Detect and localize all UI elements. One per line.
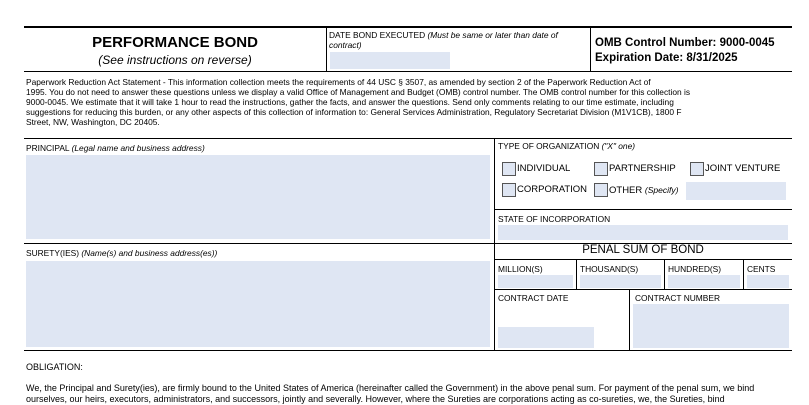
- penal-sum-line: [494, 259, 792, 260]
- other-checkbox[interactable]: [594, 183, 608, 197]
- paperwork-line: 9000-0045. We estimate that it will take 1 hour to read the instructions, gather the facts, and answer the questions. Send only comments relating to our time estimate, including: [26, 97, 674, 107]
- paperwork-statement: [26, 77, 796, 127]
- state-field[interactable]: [498, 225, 788, 240]
- paperwork-line: 1995. You do not need to answer these questions unless we display a valid Office of Management and Budget (OMB) control number. The OMB control number for this collection is: [26, 87, 691, 97]
- joint-venture-checkbox[interactable]: [690, 162, 704, 176]
- paperwork-line: Paperwork Reduction Act Statement - This information collection meets the requirements of 44 USC § 3507, as amended by section 2 of the Paperwork Reduction Act of: [26, 77, 651, 87]
- form-title: PERFORMANCE BOND: [92, 34, 258, 51]
- date-executed-label: [329, 30, 589, 50]
- principal-text: PRINCIPAL: [26, 143, 70, 153]
- corporation-label: CORPORATION: [517, 184, 588, 195]
- principal-field[interactable]: [26, 155, 490, 239]
- contract-divider: [629, 289, 630, 350]
- form-subtitle: (See instructions on reverse): [98, 53, 252, 67]
- state-top-line: [494, 209, 792, 210]
- date-executed-text: DATE BOND EXECUTED: [329, 30, 426, 40]
- millions-field[interactable]: [498, 275, 573, 288]
- contract-number-field[interactable]: [633, 304, 789, 348]
- date-executed-field[interactable]: [330, 52, 450, 69]
- organization-text: TYPE OF ORGANIZATION: [498, 141, 600, 151]
- other-specify-field[interactable]: [686, 182, 786, 200]
- individual-checkbox[interactable]: [502, 162, 516, 176]
- obligation-line: We, the Principal and Surety(ies), are firmly bound to the United States of America (hereinafter called the Government) in the above penal sum. For payment of the penal sum, we bind: [26, 383, 755, 393]
- other-label: [609, 184, 678, 197]
- surety-note: (Name(s) and business address(es)): [81, 248, 218, 258]
- paperwork-line: Street, NW, Washington, DC 20405.: [26, 117, 160, 127]
- thousands-label: THOUSAND(S): [580, 264, 639, 274]
- partnership-label: PARTNERSHIP: [609, 163, 676, 174]
- date-executed-note: (Must be same or later than date of contract): [329, 30, 558, 50]
- joint-venture-label: JOINT VENTURE: [705, 163, 781, 174]
- organization-label: [498, 141, 635, 151]
- contract-date-field[interactable]: [498, 327, 594, 348]
- contract-number-label: CONTRACT NUMBER: [635, 293, 720, 303]
- obligation-text: [26, 383, 801, 405]
- hundreds-field[interactable]: [668, 275, 740, 288]
- corporation-checkbox[interactable]: [502, 183, 516, 197]
- expiration-date: Expiration Date: 8/31/2025: [595, 52, 738, 64]
- penal-divider-3: [743, 259, 744, 289]
- section-line-obligation: [24, 350, 792, 351]
- principal-label: [26, 143, 205, 153]
- cents-field[interactable]: [747, 275, 789, 288]
- penal-divider-2: [664, 259, 665, 289]
- surety-label: [26, 248, 217, 258]
- principal-note: (Legal name and business address): [71, 143, 205, 153]
- cents-label: CENTS: [747, 264, 776, 274]
- other-text: OTHER: [609, 185, 643, 196]
- contract-date-label: CONTRACT DATE: [498, 293, 569, 303]
- other-note: (Specify): [644, 185, 679, 195]
- surety-field[interactable]: [26, 261, 490, 347]
- individual-label: INDIVIDUAL: [517, 163, 571, 174]
- state-label: STATE OF INCORPORATION: [498, 214, 611, 224]
- obligation-line: ourselves, our heirs, executors, administrators, and successors, jointly and severally. However, where the Sureties are corporations acting as co-sureties, we, the Sureties, bind: [26, 394, 725, 404]
- hundreds-label: HUNDRED(S): [668, 264, 722, 274]
- header-divider-1: [326, 27, 327, 71]
- thousands-field[interactable]: [580, 275, 661, 288]
- omb-control-number: OMB Control Number: 9000-0045: [595, 37, 775, 49]
- penal-sum-title: PENAL SUM OF BOND: [582, 244, 704, 256]
- surety-text: SURETY(IES): [26, 248, 80, 258]
- penal-divider-1: [576, 259, 577, 289]
- obligation-label: OBLIGATION:: [26, 362, 83, 372]
- millions-label: MILLION(S): [498, 264, 543, 274]
- header-divider-2: [590, 27, 591, 71]
- header-bottom-line: [24, 71, 792, 72]
- partnership-checkbox[interactable]: [594, 162, 608, 176]
- paperwork-line: suggestions for reducing this burden, or any other aspects of this collection of information to: General Services Administration, Regulatory Secretariat Division (M1V1CB), 1800 F: [26, 107, 682, 117]
- contract-top-line: [494, 289, 792, 290]
- section-line-principal: [24, 138, 792, 139]
- top-border: [24, 26, 792, 28]
- organization-note: ("X" one): [601, 141, 636, 151]
